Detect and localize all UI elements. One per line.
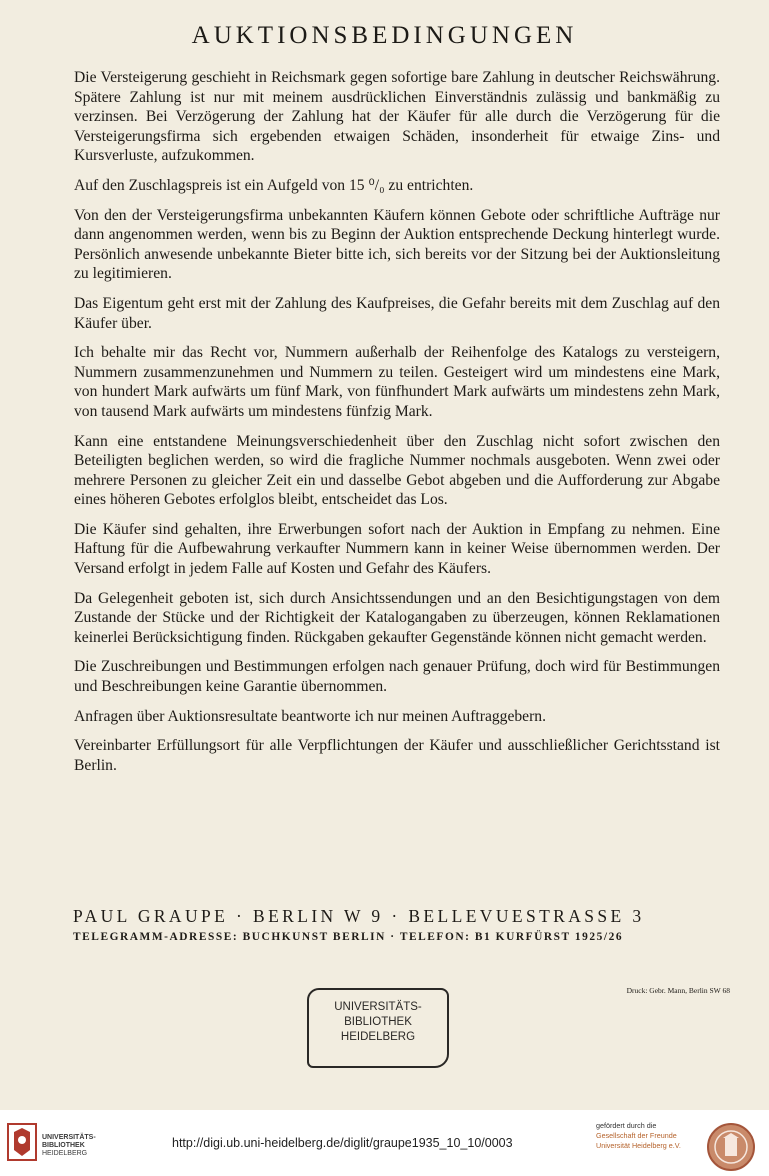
paragraph: Die Käufer sind gehalten, ihre Erwerbungen sofort nach der Auktion in Empfang zu nehmen. Eine Haftung für die Aufbewahrung verkaufter Nummern kann in keiner Weise übernommen werden. Der Versand erfolgt in jedem Falle auf Kosten und Gefahr des Käufers. — [74, 520, 720, 578]
paragraph: Von den der Versteigerungsfirma unbekannten Käufern können Gebote oder schriftliche Aufträge nur dann angenommen werden, wenn bis zu Beginn der Auktion entsprechende Deckung hinterlegt wurde. Persönlich anwesende unbekannte Bieter bitte ich, sich bereits vor der Sitzung bei der Auktionsleitung zu legitimieren. — [74, 206, 720, 283]
society-name: Universität Heidelberg e.V. — [596, 1141, 681, 1150]
page-title: AUKTIONSBEDINGUNGEN — [191, 22, 578, 49]
paragraph: Die Versteigerung geschieht in Reichsmark gegen sofortige bare Zahlung in deutscher Reichswährung. Spätere Zahlung ist nur mit meinem ausdrücklichen Einverständnis zulässig und bankmäßig zu verzinsen. Bei Verzögerung der Zahlung hat der Käufer für alle durch die Verzögerung für die Versteigerungsfirma sich ergebenden etwaigen Schäden, insonderheit für etwaige Zins- und Kursverluste, aufzukommen. — [74, 69, 720, 165]
library-name-line: UNIVERSITÄTS- — [42, 1134, 96, 1141]
library-name[interactable] — [42, 1134, 96, 1158]
stamp-line: BIBLIOTHEK — [344, 1016, 412, 1028]
funding-note[interactable] — [596, 1121, 681, 1151]
paragraph: Das Eigentum geht erst mit der Zahlung des Kaufpreises, die Gefahr bereits mit dem Zuschlag auf den Käufer über. — [74, 294, 720, 332]
stamp-line: HEIDELBERG — [340, 1031, 416, 1043]
paragraph: Anfragen über Auktionsresultate beantworte ich nur meinen Auftraggebern. — [74, 707, 546, 725]
funded-by-label: gefördert durch die — [596, 1121, 657, 1130]
paragraph: Ich behalte mir das Recht vor, Nummern außerhalb der Reihenfolge des Katalogs zu versteigern, Nummern zusammenzunehmen und Nummern zu teilen. Gesteigert wird um mindestens eine Mark, von hundert Mark aufwärts um fünf Mark, von fünfhundert Mark aufwärts um mindestens zehn Mark, von tausend Mark aufwärts um mindestens fünfzig Mark. — [74, 344, 720, 420]
library-stamp — [307, 988, 449, 1068]
permalink-url[interactable]: http://digi.ub.uni-heidelberg.de/diglit/graupe1935_10_10/0003 — [172, 1136, 513, 1150]
paragraph: Da Gelegenheit geboten ist, sich durch Ansichtssendungen und an den Besichtigungstagen von dem Zustande der Stücke und der Richtigkeit der Katalogangaben zu überzeugen, können Reklamationen keinerlei Berücksichtigung finden. Rückgaben gekaufter Gegenstände können nicht gemacht werden. — [74, 589, 720, 646]
printer-note: Druck: Gebr. Mann, Berlin SW 68 — [626, 986, 730, 995]
stamp-line: UNIVERSITÄTS- — [334, 1001, 422, 1013]
document-body — [74, 68, 720, 785]
paragraph: Vereinbarter Erfüllungsort für alle Verpflichtungen der Käufer und ausschließlicher Gerichtsstand ist Berlin. — [74, 737, 720, 774]
paragraph: Die Zuschreibungen und Bestimmungen erfolgen nach genauer Prüfung, doch wird für Bestimmungen und Beschreibungen keine Garantie übernommen. — [74, 658, 720, 696]
paragraph: Auf den Zuschlagspreis ist ein Aufgeld von 15 ⁰/₀ zu entrichten. — [74, 176, 474, 194]
footer-contact: TELEGRAMM-ADRESSE: BUCHKUNST BERLIN · TELEFON: B1 KURFÜRST 1925/26 — [73, 931, 624, 943]
paragraph: Kann eine entstandene Meinungsverschiedenheit über den Zuschlag nicht sofort zwischen den Beteiligten beglichen werden, so wird die fragliche Nummer nochmals ausgeboten. Wenn zwei oder mehrere Personen zu gleicher Zeit ein und dasselbe Gebot abgeben und die Aufforderung zur Abgabe eines höheren Gebotes erfolglos bleibt, entscheidet das Los. — [74, 432, 720, 509]
library-name-line: HEIDELBERG — [42, 1150, 88, 1157]
library-name-line: BIBLIOTHEK — [42, 1142, 85, 1149]
society-name: Gesellschaft der Freunde — [596, 1131, 677, 1140]
university-logo-icon[interactable] — [6, 1120, 40, 1164]
footer-address: PAUL GRAUPE · BERLIN W 9 · BELLEVUESTRASSE 3 — [73, 906, 645, 926]
university-seal-icon[interactable] — [706, 1122, 756, 1172]
